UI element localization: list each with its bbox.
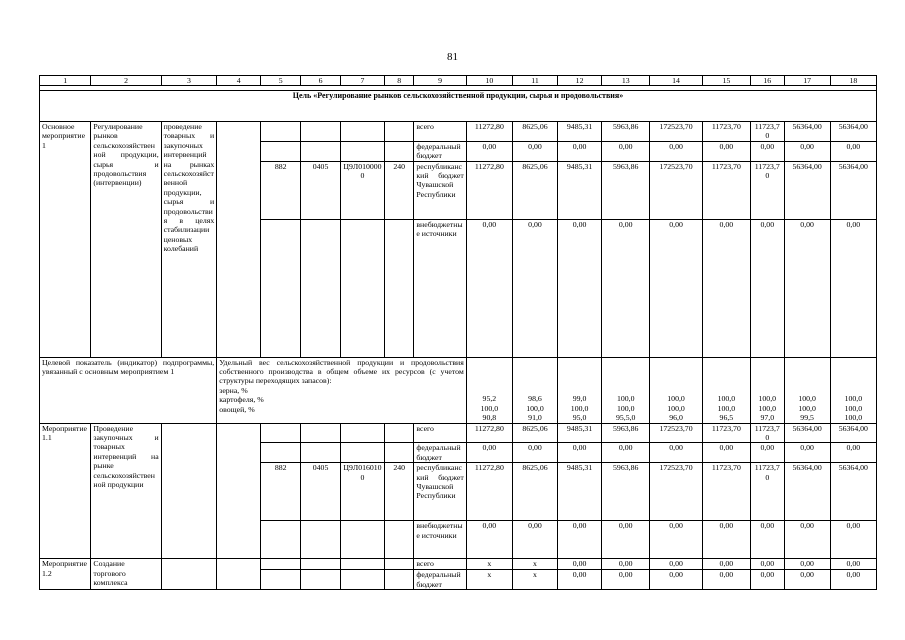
amount-cell: 0,00 bbox=[702, 559, 750, 570]
amount-cell: x bbox=[466, 570, 512, 590]
section-code bbox=[301, 559, 341, 570]
amount-cell: 11272,80 bbox=[466, 423, 512, 443]
indicator-values bbox=[558, 357, 602, 423]
event-type: Основное мероприятие 1 bbox=[40, 122, 91, 358]
column-header: 2 bbox=[91, 76, 161, 86]
amount-cell: 0,00 bbox=[558, 570, 602, 590]
amount-cell: 0,00 bbox=[830, 559, 876, 570]
column-header: 1 bbox=[40, 76, 91, 86]
amount-cell: 0,00 bbox=[602, 141, 650, 161]
amount-cell: 0,00 bbox=[466, 443, 512, 463]
amount-cell: 172523,70 bbox=[650, 161, 702, 219]
indicator-values bbox=[702, 357, 750, 423]
indicator-value: 100,0 bbox=[526, 403, 544, 413]
amount-cell: 11723,70 bbox=[702, 423, 750, 443]
amount-cell: 0,00 bbox=[602, 570, 650, 590]
amount-cell: 0,00 bbox=[466, 219, 512, 357]
amount-cell: 56364,00 bbox=[784, 161, 830, 219]
amount-cell: 8625,06 bbox=[512, 161, 557, 219]
section-code bbox=[301, 219, 341, 357]
amount-cell: x bbox=[466, 559, 512, 570]
amount-cell: 11272,80 bbox=[466, 161, 512, 219]
indicator-value: 99,5 bbox=[800, 413, 814, 423]
indicator-value: 100,0 bbox=[758, 394, 777, 404]
amount-cell: 0,00 bbox=[830, 521, 876, 559]
column-header: 8 bbox=[385, 76, 414, 86]
event-name: Регулирование рынков сельскохозяйственной продукции, сырья и продовольствия (интервенции) bbox=[91, 122, 161, 358]
amount-cell: 0,00 bbox=[784, 570, 830, 590]
indicator-value: 96,5 bbox=[719, 413, 734, 423]
amount-cell: 172523,70 bbox=[650, 423, 702, 443]
amount-cell: 0,00 bbox=[702, 521, 750, 559]
target-article-code bbox=[340, 219, 384, 357]
funding-source: республиканский бюджет Чувашской Республики bbox=[414, 161, 466, 219]
grbs-code bbox=[261, 521, 301, 559]
amount-cell: 56364,00 bbox=[784, 423, 830, 443]
column-header: 5 bbox=[261, 76, 301, 86]
amount-cell: 5963,86 bbox=[602, 122, 650, 142]
amount-cell: 0,00 bbox=[512, 443, 557, 463]
event-type: Мероприятие 1.2 bbox=[40, 559, 91, 590]
amount-cell: 0,00 bbox=[650, 141, 702, 161]
indicator-value: 100,0 bbox=[798, 403, 816, 413]
grbs-code bbox=[261, 443, 301, 463]
amount-cell: 0,00 bbox=[512, 219, 557, 357]
goal-heading: Цель «Регулирование рынков сельскохозяйственной продукции, сырья и продовольствия» bbox=[40, 91, 877, 122]
amount-cell: 11723,70 bbox=[702, 161, 750, 219]
target-article-code bbox=[340, 521, 384, 559]
indicator-value: 100,0 bbox=[667, 403, 685, 413]
expense-type-code bbox=[385, 570, 414, 590]
indicator-values bbox=[830, 357, 876, 423]
expense-type-code bbox=[385, 443, 414, 463]
section-code: 0405 bbox=[301, 161, 341, 219]
amount-cell: 11723,70 bbox=[751, 161, 785, 219]
page-number: 81 bbox=[447, 51, 458, 63]
grbs-code bbox=[261, 219, 301, 357]
funding-source: федеральный бюджет bbox=[414, 141, 466, 161]
amount-cell: 0,00 bbox=[830, 141, 876, 161]
amount-cell: 0,00 bbox=[702, 443, 750, 463]
grbs-code bbox=[261, 423, 301, 443]
amount-cell: 11723,70 bbox=[751, 122, 785, 142]
grbs-code bbox=[261, 122, 301, 142]
indicator-text bbox=[217, 357, 467, 423]
indicator-label: Целевой показатель (индикатор) подпрограммы, увязанный с основным мероприятием 1 bbox=[40, 357, 217, 423]
section-code bbox=[301, 443, 341, 463]
column-header: 17 bbox=[784, 76, 830, 86]
table-row bbox=[40, 357, 877, 423]
table-row bbox=[40, 76, 877, 86]
indicator-description: Удельный вес сельскохозяйственной продукции и продовольствия собственного производства в общем объеме их ресурсов (с учетом структуры переходящих запасов): bbox=[219, 357, 464, 386]
column-header: 4 bbox=[217, 76, 261, 86]
amount-cell: 0,00 bbox=[702, 219, 750, 357]
amount-cell: 0,00 bbox=[751, 141, 785, 161]
indicator-values bbox=[650, 357, 702, 423]
funding-source: всего bbox=[414, 423, 466, 443]
target-article-code bbox=[340, 122, 384, 142]
table-row bbox=[40, 91, 877, 122]
empty-cell bbox=[217, 122, 261, 358]
amount-cell: 0,00 bbox=[602, 559, 650, 570]
amount-cell: 0,00 bbox=[650, 443, 702, 463]
amount-cell: 0,00 bbox=[751, 521, 785, 559]
column-header: 10 bbox=[466, 76, 512, 86]
amount-cell: 8625,06 bbox=[512, 423, 557, 443]
amount-cell: 11723,70 bbox=[751, 423, 785, 443]
indicator-values bbox=[784, 357, 830, 423]
expense-type-code bbox=[385, 141, 414, 161]
funding-source: всего bbox=[414, 122, 466, 142]
indicator-value: 90,8 bbox=[482, 413, 497, 423]
indicator-value: 100,0 bbox=[480, 403, 499, 413]
amount-cell: 11272,80 bbox=[466, 463, 512, 521]
amount-cell: 0,00 bbox=[558, 521, 602, 559]
column-header: 6 bbox=[301, 76, 341, 86]
amount-cell: 5963,86 bbox=[602, 463, 650, 521]
grbs-code bbox=[261, 141, 301, 161]
amount-cell: 56364,00 bbox=[784, 463, 830, 521]
grbs-code: 882 bbox=[261, 463, 301, 521]
amount-cell: 0,00 bbox=[751, 570, 785, 590]
target-article-code bbox=[340, 423, 384, 443]
amount-cell: 0,00 bbox=[751, 559, 785, 570]
amount-cell: 11272,80 bbox=[466, 122, 512, 142]
amount-cell: 0,00 bbox=[602, 521, 650, 559]
amount-cell: 0,00 bbox=[702, 570, 750, 590]
indicator-item-name: овощей, % bbox=[219, 404, 255, 414]
indicator-values bbox=[466, 357, 512, 423]
amount-cell: 0,00 bbox=[751, 219, 785, 357]
amount-cell: 56364,00 bbox=[830, 122, 876, 142]
amount-cell: 0,00 bbox=[466, 521, 512, 559]
amount-cell: 5963,86 bbox=[602, 423, 650, 443]
event-name: Создание торгового комплекса bbox=[91, 559, 161, 590]
indicator-value: 98,6 bbox=[528, 394, 542, 404]
indicator-value: 91,0 bbox=[528, 413, 542, 423]
empty-cell bbox=[217, 423, 261, 559]
amount-cell: 0,00 bbox=[602, 219, 650, 357]
amount-cell: 0,00 bbox=[650, 559, 702, 570]
amount-cell: 0,00 bbox=[466, 141, 512, 161]
amount-cell: 9485,31 bbox=[558, 423, 602, 443]
indicator-value: 96,0 bbox=[669, 413, 683, 423]
indicator-value: 100,0 bbox=[570, 403, 589, 413]
table-row bbox=[40, 423, 877, 443]
amount-cell: 0,00 bbox=[650, 521, 702, 559]
amount-cell: 0,00 bbox=[558, 141, 602, 161]
funding-source: всего bbox=[414, 559, 466, 570]
indicator-value: 100,0 bbox=[844, 413, 863, 423]
expense-type-code bbox=[385, 219, 414, 357]
amount-cell: x bbox=[512, 570, 557, 590]
program-table bbox=[39, 75, 877, 590]
grbs-code: 882 bbox=[261, 161, 301, 219]
section-code bbox=[301, 521, 341, 559]
indicator-values bbox=[512, 357, 557, 423]
amount-cell: 56364,00 bbox=[784, 122, 830, 142]
expense-type-code bbox=[385, 423, 414, 443]
table-row bbox=[40, 122, 877, 142]
column-header: 7 bbox=[340, 76, 384, 86]
amount-cell: 0,00 bbox=[650, 219, 702, 357]
amount-cell: 172523,70 bbox=[650, 463, 702, 521]
column-header: 18 bbox=[830, 76, 876, 86]
grbs-code bbox=[261, 559, 301, 570]
column-header: 15 bbox=[702, 76, 750, 86]
target-article-code: Ц9Л0100000 bbox=[340, 161, 384, 219]
amount-cell: 0,00 bbox=[784, 559, 830, 570]
amount-cell: 0,00 bbox=[650, 570, 702, 590]
amount-cell: 9485,31 bbox=[558, 161, 602, 219]
funding-source: внебюджетные источники bbox=[414, 521, 466, 559]
column-header: 9 bbox=[414, 76, 466, 86]
indicator-value: 99,0 bbox=[572, 394, 587, 404]
amount-cell: 56364,00 bbox=[830, 161, 876, 219]
event-name: Проведение закупочных и товарных интервенций на рынке сельскохозяйственной продукции bbox=[91, 423, 161, 559]
table-row bbox=[40, 559, 877, 570]
amount-cell: 172523,70 bbox=[650, 122, 702, 142]
indicator-value: 100,0 bbox=[667, 394, 685, 404]
indicator-values bbox=[602, 357, 650, 423]
expense-type-code: 240 bbox=[385, 161, 414, 219]
amount-cell: 11723,70 bbox=[702, 463, 750, 521]
amount-cell: 0,00 bbox=[784, 219, 830, 357]
amount-cell: 11723,70 bbox=[702, 122, 750, 142]
amount-cell: 11723,70 bbox=[751, 463, 785, 521]
indicator-value: 100,0 bbox=[844, 403, 863, 413]
indicator-item-name: зерна, % bbox=[219, 385, 248, 395]
amount-cell: 0,00 bbox=[702, 141, 750, 161]
event-description bbox=[161, 559, 217, 590]
amount-cell: 0,00 bbox=[512, 141, 557, 161]
indicator-value: 100,0 bbox=[616, 394, 635, 404]
indicator-value: 100,0 bbox=[844, 394, 863, 404]
target-article-code bbox=[340, 559, 384, 570]
target-article-code: Ц9Л0160100 bbox=[340, 463, 384, 521]
expense-type-code bbox=[385, 122, 414, 142]
indicator-value: 97,0 bbox=[760, 413, 775, 423]
indicator-item-name: картофеля, % bbox=[219, 395, 264, 405]
amount-cell: 0,00 bbox=[830, 443, 876, 463]
empty-cell bbox=[217, 559, 261, 590]
target-article-code bbox=[340, 570, 384, 590]
amount-cell: 0,00 bbox=[784, 141, 830, 161]
amount-cell: 0,00 bbox=[784, 443, 830, 463]
indicator-value: 95,0 bbox=[572, 413, 587, 423]
indicator-value: 95,5,0 bbox=[615, 413, 636, 423]
indicator-value: 95,2 bbox=[482, 394, 497, 404]
column-header: 12 bbox=[558, 76, 602, 86]
funding-source: внебюджетные источники bbox=[414, 219, 466, 357]
indicator-value: 100,0 bbox=[717, 403, 736, 413]
target-article-code bbox=[340, 443, 384, 463]
event-description: проведение товарных и закупочных интервенций на рынках сельскохозяйственной продукции, сырья и продовольствия в целях стабилизации ценовых колебаний bbox=[161, 122, 217, 358]
indicator-value: 100,0 bbox=[798, 394, 816, 404]
amount-cell: 0,00 bbox=[558, 443, 602, 463]
amount-cell: 0,00 bbox=[784, 521, 830, 559]
section-code bbox=[301, 423, 341, 443]
amount-cell: 56364,00 bbox=[830, 423, 876, 443]
event-description bbox=[161, 423, 217, 559]
funding-source: федеральный бюджет bbox=[414, 570, 466, 590]
expense-type-code: 240 bbox=[385, 463, 414, 521]
amount-cell: 9485,31 bbox=[558, 122, 602, 142]
column-header: 11 bbox=[512, 76, 557, 86]
section-code bbox=[301, 122, 341, 142]
amount-cell: 5963,86 bbox=[602, 161, 650, 219]
amount-cell: 0,00 bbox=[602, 443, 650, 463]
column-header: 3 bbox=[161, 76, 217, 86]
amount-cell: 9485,31 bbox=[558, 463, 602, 521]
funding-source: республиканский бюджет Чувашской Республики bbox=[414, 463, 466, 521]
grbs-code bbox=[261, 570, 301, 590]
amount-cell: 8625,06 bbox=[512, 122, 557, 142]
amount-cell: 0,00 bbox=[558, 219, 602, 357]
section-code bbox=[301, 570, 341, 590]
expense-type-code bbox=[385, 559, 414, 570]
amount-cell: x bbox=[512, 559, 557, 570]
indicator-value: 100,0 bbox=[616, 403, 635, 413]
indicator-value: 100,0 bbox=[717, 394, 736, 404]
indicator-value: 100,0 bbox=[758, 403, 777, 413]
amount-cell: 0,00 bbox=[558, 559, 602, 570]
funding-source: федеральный бюджет bbox=[414, 443, 466, 463]
amount-cell: 8625,06 bbox=[512, 463, 557, 521]
section-code bbox=[301, 141, 341, 161]
amount-cell: 0,00 bbox=[512, 521, 557, 559]
section-code: 0405 bbox=[301, 463, 341, 521]
amount-cell: 0,00 bbox=[751, 443, 785, 463]
target-article-code bbox=[340, 141, 384, 161]
amount-cell: 56364,00 bbox=[830, 463, 876, 521]
column-header: 16 bbox=[751, 76, 785, 86]
amount-cell: 0,00 bbox=[830, 219, 876, 357]
amount-cell: 0,00 bbox=[830, 570, 876, 590]
column-header: 13 bbox=[602, 76, 650, 86]
column-header: 14 bbox=[650, 76, 702, 86]
expense-type-code bbox=[385, 521, 414, 559]
event-type: Мероприятие 1.1 bbox=[40, 423, 91, 559]
indicator-values bbox=[751, 357, 785, 423]
